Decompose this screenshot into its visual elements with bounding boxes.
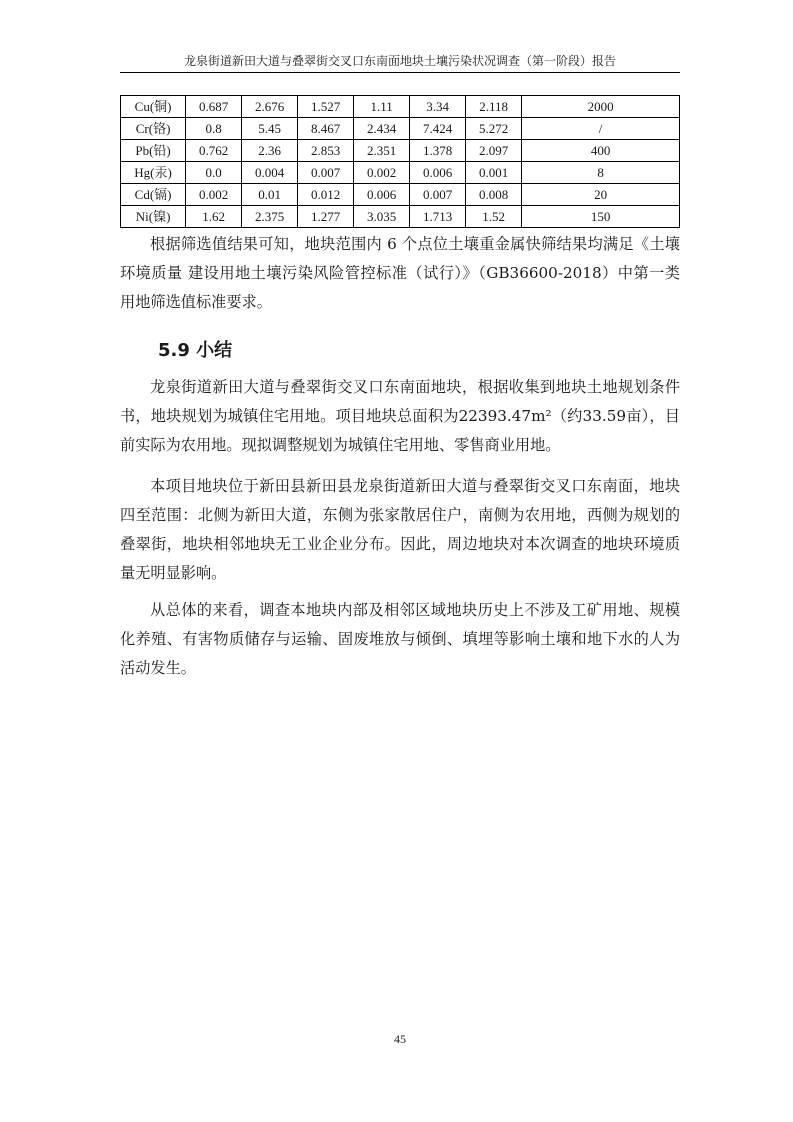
- page-number: 45: [394, 1032, 406, 1046]
- summary-paragraph-3: 从总体的来看，调查本地块内部及相邻区域地块历史上不涉及工矿用地、规模化养殖、有害物质储存与运输、固废堆放与倾倒、填埋等影响土壤和地下水的人为活动发生。: [120, 601, 680, 677]
- sample-value-cell: 0.007: [410, 184, 466, 206]
- sample-value-cell: 0.002: [354, 162, 410, 184]
- screening-standard-cell: 400: [522, 140, 680, 162]
- table-row: [121, 140, 680, 162]
- sample-value-cell: 1.52: [466, 206, 522, 228]
- screening-standard-cell: 2000: [522, 96, 680, 118]
- sample-value-cell: 2.434: [354, 118, 410, 140]
- metal-name-cell: Ni(镍): [121, 206, 186, 228]
- sample-value-cell: 1.378: [410, 140, 466, 162]
- header-divider: [120, 72, 680, 73]
- section-title: 5.9 小结: [158, 340, 233, 361]
- sample-value-cell: 3.34: [410, 96, 466, 118]
- metal-name-cell: Cu(铜): [121, 96, 186, 118]
- sample-value-cell: 1.277: [298, 206, 354, 228]
- sample-value-cell: 0.006: [354, 184, 410, 206]
- sample-value-cell: 2.118: [466, 96, 522, 118]
- screening-standard-cell: 8: [522, 162, 680, 184]
- sample-value-cell: 0.001: [466, 162, 522, 184]
- sample-value-cell: 5.45: [242, 118, 298, 140]
- page-header: 龙泉街道新田大道与叠翠街交叉口东南面地块土壤污染状况调查（第一阶段）报告: [183, 54, 616, 68]
- sample-value-cell: 5.272: [466, 118, 522, 140]
- metal-name-cell: Cr(铬): [121, 118, 186, 140]
- table-row: [121, 184, 680, 206]
- screening-conclusion-paragraph: 根据筛选值结果可知，地块范围内 6 个点位土壤重金属快筛结果均满足《土壤环境质量 建设用地土壤污染风险管控标准（试行）》（GB36600-2018）中第一类用地筛选值标准要求。: [120, 235, 680, 311]
- sample-value-cell: 0.004: [242, 162, 298, 184]
- sample-value-cell: 0.687: [186, 96, 242, 118]
- metal-name-cell: Pb(铅): [121, 140, 186, 162]
- sample-value-cell: 2.36: [242, 140, 298, 162]
- sample-value-cell: 0.006: [410, 162, 466, 184]
- sample-value-cell: 8.467: [298, 118, 354, 140]
- sample-value-cell: 1.527: [298, 96, 354, 118]
- screening-standard-cell: /: [522, 118, 680, 140]
- sample-value-cell: 0.008: [466, 184, 522, 206]
- table-row: [121, 118, 680, 140]
- heavy-metal-screening-table: [120, 95, 680, 228]
- metal-name-cell: Cd(镉): [121, 184, 186, 206]
- summary-paragraph-2: 本项目地块位于新田县新田县龙泉街道新田大道与叠翠街交叉口东南面，地块四至范围：北侧为新田大道，东侧为张家散居住户，南侧为农用地，西侧为规划的叠翠街，地块相邻地块无工业企业分布。因此，周边地块对本次调查的地块环境质量无明显影响。: [120, 477, 680, 582]
- sample-value-cell: 3.035: [354, 206, 410, 228]
- sample-value-cell: 0.8: [186, 118, 242, 140]
- summary-paragraph-1: 龙泉街道新田大道与叠翠街交叉口东南面地块，根据收集到地块土地规划条件书，地块规划为城镇住宅用地。项目地块总面积为22393.47m²（约33.59亩），目前实际为农用地。现拟调整规划为城镇住宅用地、零售商业用地。: [120, 378, 680, 454]
- sample-value-cell: 1.62: [186, 206, 242, 228]
- sample-value-cell: 0.762: [186, 140, 242, 162]
- sample-value-cell: 0.0: [186, 162, 242, 184]
- sample-value-cell: 7.424: [410, 118, 466, 140]
- sample-value-cell: 0.007: [298, 162, 354, 184]
- sample-value-cell: 2.676: [242, 96, 298, 118]
- table-row: [121, 206, 680, 228]
- sample-value-cell: 1.713: [410, 206, 466, 228]
- sample-value-cell: 0.012: [298, 184, 354, 206]
- sample-value-cell: 0.01: [242, 184, 298, 206]
- sample-value-cell: 1.11: [354, 96, 410, 118]
- sample-value-cell: 2.375: [242, 206, 298, 228]
- sample-value-cell: 0.002: [186, 184, 242, 206]
- sample-value-cell: 2.853: [298, 140, 354, 162]
- sample-value-cell: 2.097: [466, 140, 522, 162]
- metal-name-cell: Hg(汞): [121, 162, 186, 184]
- screening-standard-cell: 150: [522, 206, 680, 228]
- screening-standard-cell: 20: [522, 184, 680, 206]
- table-row: [121, 96, 680, 118]
- sample-value-cell: 2.351: [354, 140, 410, 162]
- table-row: [121, 162, 680, 184]
